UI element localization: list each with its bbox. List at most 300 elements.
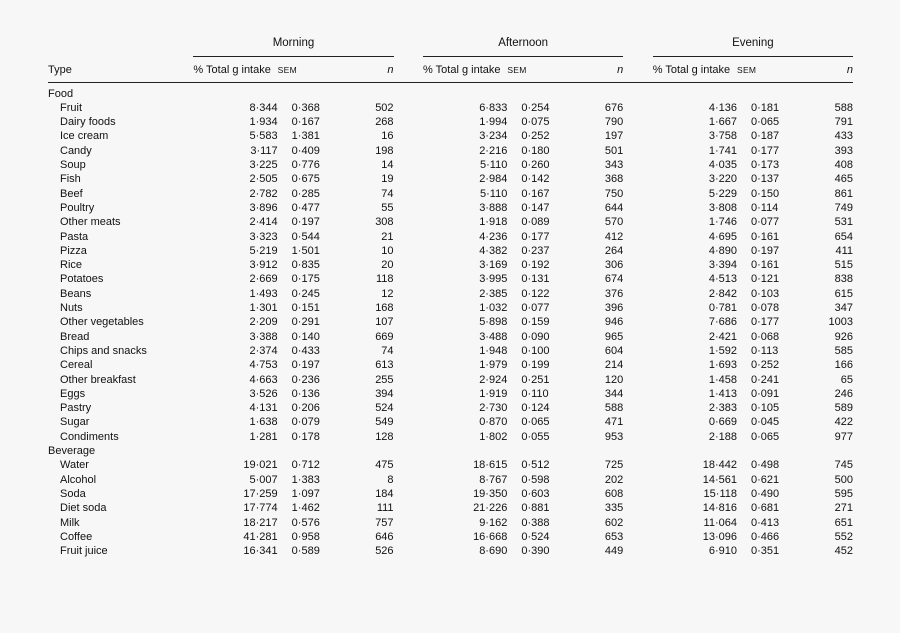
cell-sem: 0·197: [291, 216, 320, 229]
cell-n: 12: [381, 287, 394, 300]
cell-n: 651: [834, 516, 853, 529]
cell-pct: 2·984: [479, 173, 508, 186]
cell-sem: 0·078: [750, 302, 780, 315]
table-row: [48, 244, 853, 258]
section-row: [48, 82, 853, 101]
cell-pct: 18·217: [243, 516, 278, 529]
row-type: Rice: [60, 259, 83, 272]
cell-sem: 0·177: [750, 316, 780, 329]
cell-sem: 0·173: [750, 159, 780, 172]
cell-sem: 1·462: [291, 502, 320, 515]
cell-pct: 9·162: [479, 516, 508, 529]
cell-pct: 7·686: [708, 316, 737, 329]
cell-n: 107: [375, 316, 394, 329]
cell-sem: 0·776: [291, 159, 320, 172]
cell-pct: 3·388: [249, 330, 278, 343]
cell-sem: 0·114: [750, 201, 779, 214]
table-row: [48, 458, 853, 472]
cell-n: 74: [381, 187, 394, 200]
cell-sem: 0·192: [521, 259, 550, 272]
cell-pct: 1·934: [249, 116, 278, 129]
cell-n: 725: [604, 459, 624, 472]
row-type: Nuts: [60, 302, 83, 315]
cell-sem: 0·835: [291, 259, 320, 272]
cell-pct: 5·007: [249, 473, 278, 486]
cell-pct: 19·350: [473, 487, 508, 500]
cell-sem: 0·621: [750, 473, 780, 486]
cell-n: 585: [834, 344, 853, 357]
cell-n: 8: [387, 473, 394, 486]
cell-pct: 1·281: [249, 430, 278, 443]
row-type: Fish: [60, 173, 81, 186]
cell-sem: 0·477: [291, 201, 320, 214]
cell-sem: 0·409: [291, 144, 320, 157]
cell-sem: 0·681: [750, 502, 780, 515]
cell-pct: 1·979: [479, 359, 508, 372]
cell-sem: 0·065: [750, 116, 780, 129]
table-row: [48, 473, 853, 487]
cell-n: 268: [375, 116, 394, 129]
cell-n: 120: [604, 373, 624, 386]
row-type: Soup: [60, 159, 86, 172]
col-sem-evening: SEM: [737, 57, 819, 82]
cell-n: 166: [834, 359, 853, 372]
cell-pct: 2·414: [249, 216, 278, 229]
col-pct-afternoon: % Total g intake: [423, 57, 507, 82]
cell-n: 255: [375, 373, 394, 386]
cell-n: 791: [834, 116, 853, 129]
cell-sem: 0·091: [750, 387, 780, 400]
cell-n: 347: [834, 302, 853, 315]
cell-n: 500: [834, 473, 853, 486]
cell-n: 198: [375, 144, 394, 157]
cell-n: 471: [604, 416, 624, 429]
row-type: Potatoes: [60, 273, 104, 286]
row-type: Diet soda: [60, 502, 107, 515]
cell-sem: 0·177: [521, 230, 550, 243]
cell-pct: 2·669: [249, 273, 278, 286]
cell-pct: 21·226: [473, 502, 508, 515]
row-type: Chips and snacks: [60, 344, 147, 357]
cell-sem: 0·045: [750, 416, 780, 429]
cell-pct: 5·110: [480, 187, 508, 200]
row-type: Pasta: [60, 230, 89, 243]
cell-n: 21: [381, 230, 394, 243]
group-header-row: [48, 36, 853, 57]
cell-sem: 0·065: [750, 430, 780, 443]
row-type: Fruit: [60, 101, 82, 114]
cell-pct: 2·730: [479, 402, 508, 415]
cell-pct: 1·667: [708, 116, 737, 129]
cell-pct: 1·741: [708, 144, 737, 157]
cell-sem: 0·199: [521, 359, 550, 372]
cell-n: 412: [604, 230, 624, 243]
cell-n: 676: [604, 101, 624, 114]
cell-n: 595: [834, 487, 853, 500]
cell-pct: 16·341: [243, 545, 278, 558]
cell-pct: 3·220: [708, 173, 737, 186]
cell-sem: 0·131: [521, 273, 550, 286]
cell-pct: 2·209: [249, 316, 278, 329]
table-row: [48, 344, 853, 358]
cell-pct: 19·021: [243, 459, 278, 472]
cell-sem: 0·254: [521, 101, 550, 114]
cell-pct: 1·592: [708, 344, 737, 357]
cell-n: 394: [375, 387, 394, 400]
cell-sem: 0·712: [291, 459, 320, 472]
cell-n: 411: [835, 244, 853, 257]
table-body: [48, 82, 853, 558]
cell-sem: 0·110: [521, 387, 549, 400]
cell-pct: 5·219: [249, 244, 278, 257]
cell-sem: 1·501: [291, 244, 320, 257]
cell-pct: 3·117: [250, 144, 278, 157]
cell-sem: 0·958: [291, 530, 320, 543]
cell-n: 602: [604, 516, 624, 529]
cell-n: 376: [604, 287, 624, 300]
cell-n: 552: [834, 530, 853, 543]
table-row: [48, 172, 853, 186]
table-row: [48, 287, 853, 301]
cell-pct: 1·802: [479, 430, 508, 443]
table-row: [48, 201, 853, 215]
row-type: Candy: [60, 144, 92, 157]
table-row: [48, 544, 853, 558]
cell-pct: 1·493: [249, 287, 278, 300]
cell-pct: 4·753: [249, 359, 278, 372]
section-row: [48, 444, 853, 458]
cell-sem: 0·675: [291, 173, 320, 186]
cell-pct: 3·234: [479, 130, 508, 143]
row-type: Other breakfast: [60, 373, 136, 386]
cell-pct: 3·995: [479, 273, 508, 286]
cell-pct: 1·746: [708, 216, 737, 229]
col-sem-morning: SEM: [278, 57, 360, 82]
section-label: Food: [48, 87, 74, 100]
cell-n: 570: [604, 216, 624, 229]
cell-n: 343: [604, 159, 624, 172]
cell-n: 465: [834, 173, 853, 186]
cell-sem: 0·498: [750, 459, 780, 472]
table-row: [48, 430, 853, 444]
intake-table: [48, 36, 853, 558]
cell-sem: 0·603: [521, 487, 550, 500]
cell-n: 757: [375, 516, 394, 529]
cell-sem: 1·097: [291, 487, 320, 500]
row-type: Milk: [60, 516, 80, 529]
cell-n: 654: [834, 230, 853, 243]
cell-n: 674: [604, 273, 624, 286]
col-pct-morning: % Total g intake: [193, 57, 277, 82]
cell-pct: 4·131: [249, 402, 278, 415]
cell-n: 202: [604, 473, 624, 486]
table-row: [48, 115, 853, 129]
cell-sem: 0·206: [291, 402, 320, 415]
cell-pct: 2·421: [708, 330, 737, 343]
cell-n: 393: [834, 144, 853, 157]
cell-sem: 0·433: [291, 344, 320, 357]
cell-n: 531: [834, 216, 853, 229]
cell-sem: 0·122: [521, 287, 550, 300]
cell-pct: 18·615: [473, 459, 508, 472]
table-row: [48, 187, 853, 201]
cell-n: 1003: [828, 316, 853, 329]
cell-pct: 5·898: [479, 316, 508, 329]
cell-sem: 0·245: [291, 287, 320, 300]
cell-n: 197: [604, 130, 624, 143]
table-row: [48, 330, 853, 344]
cell-n: 745: [834, 459, 853, 472]
cell-sem: 0·589: [291, 545, 320, 558]
cell-pct: 17·259: [243, 487, 278, 500]
table-row: [48, 272, 853, 286]
cell-pct: 0·870: [479, 416, 508, 429]
cell-sem: 0·180: [521, 144, 550, 157]
cell-n: 10: [381, 244, 394, 257]
group-afternoon: Afternoon: [423, 36, 623, 57]
row-type: Coffee: [60, 530, 93, 543]
table-row: [48, 315, 853, 329]
cell-pct: 6·910: [708, 545, 737, 558]
cell-n: 588: [834, 101, 853, 114]
row-type: Other meats: [60, 216, 121, 229]
cell-pct: 1·032: [479, 302, 508, 315]
table-row: [48, 129, 853, 143]
col-n-afternoon: n: [590, 57, 624, 82]
cell-n: 644: [604, 201, 624, 214]
cell-n: 608: [604, 487, 624, 500]
cell-sem: 0·065: [521, 416, 550, 429]
cell-pct: 3·808: [708, 201, 737, 214]
cell-pct: 14·816: [702, 502, 737, 515]
cell-sem: 0·068: [750, 330, 780, 343]
cell-n: 264: [604, 244, 624, 257]
cell-pct: 1·919: [479, 387, 508, 400]
table-row: [48, 358, 853, 372]
cell-n: 861: [834, 187, 853, 200]
cell-sem: 0·077: [750, 216, 780, 229]
cell-n: 613: [375, 359, 394, 372]
cell-sem: 0·524: [521, 530, 550, 543]
cell-sem: 0·124: [521, 402, 550, 415]
row-type: Poultry: [60, 201, 95, 214]
cell-pct: 5·110: [480, 159, 508, 172]
cell-sem: 0·137: [750, 173, 780, 186]
cell-n: 953: [604, 430, 624, 443]
row-type: Pizza: [60, 244, 87, 257]
cell-pct: 1·948: [479, 344, 508, 357]
cell-sem: 0·178: [291, 430, 320, 443]
cell-n: 615: [834, 287, 853, 300]
cell-sem: 0·197: [750, 244, 780, 257]
cell-pct: 18·442: [702, 459, 737, 472]
cell-n: 977: [834, 430, 853, 443]
cell-n: 646: [375, 530, 394, 543]
cell-pct: 5·583: [249, 130, 278, 143]
cell-pct: 4·035: [708, 159, 737, 172]
cell-sem: 0·161: [750, 230, 780, 243]
cell-n: 501: [604, 144, 624, 157]
cell-n: 838: [834, 273, 853, 286]
row-type: Beans: [60, 287, 92, 300]
cell-pct: 2·782: [249, 187, 278, 200]
row-type: Condiments: [60, 430, 119, 443]
cell-sem: 0·368: [291, 101, 320, 114]
row-type: Water: [60, 459, 89, 472]
cell-n: 19: [381, 173, 394, 186]
cell-sem: 0·413: [750, 516, 780, 529]
cell-pct: 2·216: [479, 144, 508, 157]
row-type: Soda: [60, 487, 86, 500]
table-row: [48, 101, 853, 115]
cell-sem: 0·177: [750, 144, 780, 157]
cell-n: 604: [604, 344, 624, 357]
cell-n: 368: [604, 173, 624, 186]
col-type: Type: [48, 57, 193, 82]
row-type: Sugar: [60, 416, 90, 429]
section-label: Beverage: [48, 445, 96, 458]
cell-pct: 3·225: [249, 159, 278, 172]
cell-sem: 0·187: [750, 130, 780, 143]
cell-pct: 4·513: [708, 273, 737, 286]
cell-pct: 16·668: [473, 530, 508, 543]
cell-n: 549: [375, 416, 394, 429]
cell-n: 926: [834, 330, 853, 343]
cell-n: 526: [375, 545, 394, 558]
cell-sem: 0·090: [521, 330, 550, 343]
row-type: Dairy foods: [60, 116, 116, 129]
cell-sem: 0·151: [291, 302, 320, 315]
cell-sem: 0·466: [750, 530, 780, 543]
table-row: [48, 158, 853, 172]
cell-pct: 4·695: [708, 230, 737, 243]
cell-sem: 0·291: [291, 316, 320, 329]
cell-n: 306: [604, 259, 624, 272]
cell-pct: 8·344: [249, 101, 278, 114]
cell-n: 524: [375, 402, 394, 415]
cell-sem: 0·241: [750, 373, 780, 386]
cell-pct: 2·924: [479, 373, 508, 386]
cell-n: 111: [376, 502, 394, 515]
cell-n: 653: [604, 530, 624, 543]
cell-n: 749: [834, 201, 853, 214]
cell-sem: 0·140: [291, 330, 320, 343]
cell-n: 118: [376, 273, 394, 286]
cell-n: 128: [375, 430, 394, 443]
table-row: [48, 373, 853, 387]
cell-n: 452: [834, 545, 853, 558]
cell-pct: 11·064: [703, 516, 737, 529]
cell-pct: 2·188: [708, 430, 737, 443]
cell-n: 669: [375, 330, 394, 343]
cell-pct: 3·888: [479, 201, 508, 214]
cell-sem: 0·490: [750, 487, 780, 500]
cell-pct: 0·669: [708, 416, 737, 429]
cell-pct: 3·758: [708, 130, 737, 143]
cell-pct: 1·458: [708, 373, 737, 386]
cell-pct: 6·833: [479, 101, 508, 114]
table-row: [48, 501, 853, 515]
row-type: Bread: [60, 330, 90, 343]
row-type: Other vegetables: [60, 316, 144, 329]
cell-n: 14: [381, 159, 394, 172]
cell-sem: 0·544: [291, 230, 320, 243]
cell-sem: 0·142: [521, 173, 550, 186]
table-row: [48, 230, 853, 244]
row-type: Fruit juice: [60, 545, 108, 558]
table-row: [48, 301, 853, 315]
cell-pct: 3·896: [249, 201, 278, 214]
group-evening: Evening: [653, 36, 853, 57]
cell-pct: 3·526: [249, 387, 278, 400]
cell-sem: 0·237: [521, 244, 550, 257]
cell-sem: 0·089: [521, 216, 550, 229]
cell-pct: 17·774: [243, 502, 278, 515]
cell-pct: 4·136: [708, 101, 737, 114]
cell-sem: 1·383: [291, 473, 320, 486]
cell-n: 308: [375, 216, 394, 229]
cell-n: 946: [604, 316, 624, 329]
cell-pct: 41·281: [243, 530, 278, 543]
table-row: [48, 144, 853, 158]
group-morning: Morning: [193, 36, 393, 57]
row-type: Pastry: [60, 402, 92, 415]
cell-n: 20: [381, 259, 394, 272]
cell-pct: 3·323: [249, 230, 278, 243]
cell-n: 55: [381, 201, 394, 214]
column-header-row: [48, 57, 853, 82]
cell-sem: 0·147: [521, 201, 550, 214]
cell-sem: 0·512: [521, 459, 550, 472]
cell-sem: 0·252: [750, 359, 780, 372]
cell-pct: 1·693: [708, 359, 737, 372]
cell-sem: 0·077: [521, 302, 550, 315]
cell-sem: 0·121: [750, 273, 780, 286]
cell-n: 65: [840, 373, 853, 386]
cell-sem: 0·159: [521, 316, 550, 329]
table-row: [48, 215, 853, 229]
cell-pct: 4·236: [479, 230, 508, 243]
cell-pct: 4·663: [249, 373, 278, 386]
cell-pct: 1·918: [479, 216, 508, 229]
table-row: [48, 487, 853, 501]
cell-sem: 0·105: [750, 402, 780, 415]
cell-pct: 13·096: [702, 530, 737, 543]
cell-n: 433: [834, 130, 853, 143]
cell-pct: 2·842: [708, 287, 737, 300]
col-n-evening: n: [819, 57, 853, 82]
cell-pct: 2·385: [479, 287, 508, 300]
cell-sem: 0·113: [750, 344, 779, 357]
cell-n: 168: [375, 302, 394, 315]
cell-pct: 1·994: [479, 116, 508, 129]
cell-n: 502: [375, 101, 394, 114]
cell-sem: 0·167: [521, 187, 550, 200]
cell-sem: 0·100: [521, 344, 550, 357]
cell-sem: 0·252: [521, 130, 550, 143]
cell-sem: 0·181: [750, 101, 780, 114]
table-row: [48, 401, 853, 415]
cell-sem: 0·136: [291, 387, 320, 400]
cell-pct: 2·374: [249, 344, 278, 357]
cell-n: 344: [604, 387, 624, 400]
cell-pct: 2·505: [249, 173, 278, 186]
cell-n: 475: [375, 459, 394, 472]
cell-pct: 5·229: [708, 187, 737, 200]
cell-n: 396: [604, 302, 624, 315]
cell-n: 408: [834, 159, 853, 172]
cell-pct: 8·767: [479, 473, 508, 486]
